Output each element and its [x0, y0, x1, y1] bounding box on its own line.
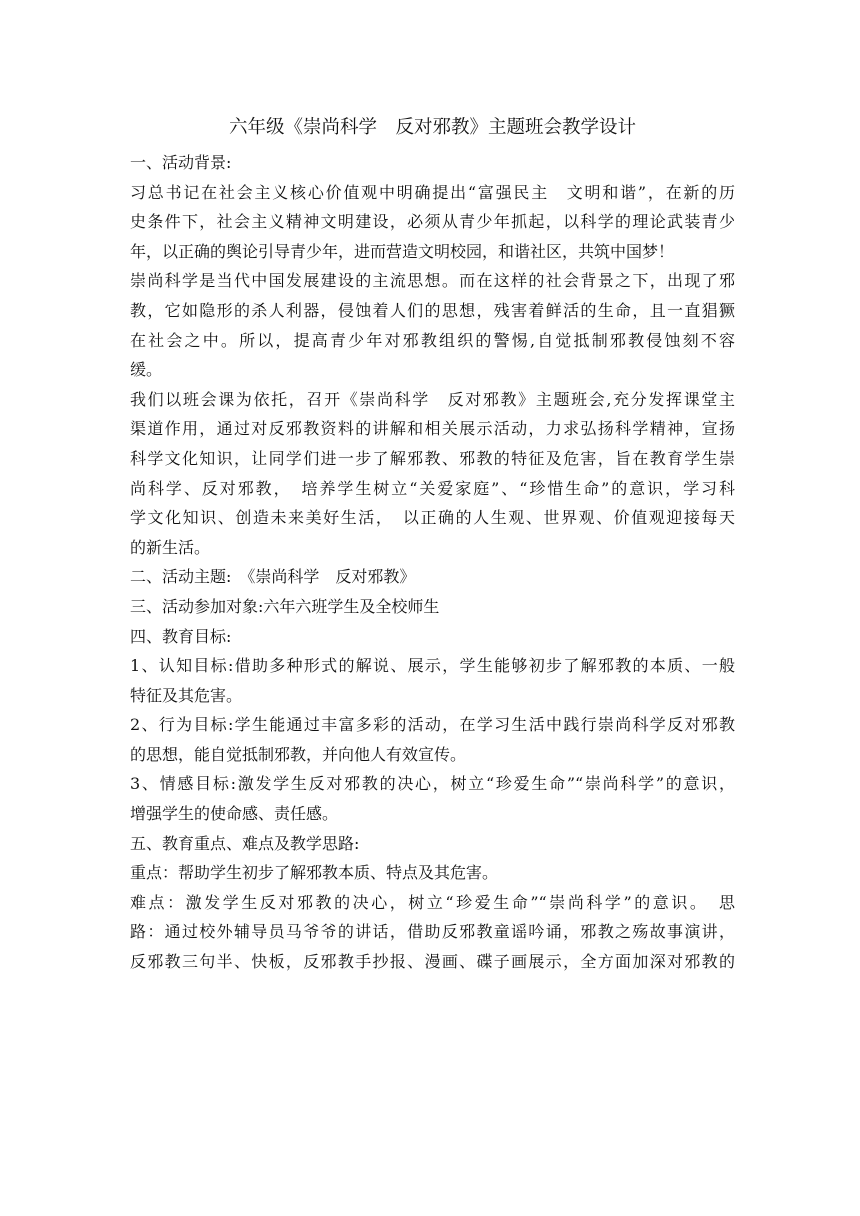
- text-line: 的新生活。: [130, 537, 211, 557]
- text-line: 增强学生的使命感、责任感。: [130, 804, 339, 824]
- text-line: 三、活动参加对象:六年六班学生及全校师生: [130, 596, 440, 616]
- text-line: 二、活动主题: 《崇尚科学 反对邪教》: [130, 567, 416, 587]
- text-line: 重点：帮助学生初步了解邪教本质、特点及其危害。: [130, 863, 499, 883]
- text-line: 反邪教三句半、快板，反邪教手抄报、漫画、碟子画展示，全方面加深对邪教的: [130, 952, 735, 972]
- text-line: 特征及其危害。: [130, 685, 243, 705]
- text-line: 五、教育重点、难点及教学思路:: [130, 833, 360, 853]
- text-line: 1、认知目标:借助多种形式的解说、展示，学生能够初步了解邪教的本质、一般: [130, 656, 735, 676]
- document-body: [130, 148, 735, 977]
- text-line: 渠道作用，通过对反邪教资料的讲解和相关展示活动，力求弘扬科学精神，宣扬: [130, 419, 735, 439]
- text-line: 3、情感目标:激发学生反对邪教的决心，树立“珍爱生命”“崇尚科学”的意识，: [130, 774, 735, 794]
- document-title: 六年级《崇尚科学 反对邪教》主题班会教学设计: [228, 117, 636, 138]
- text-line: 科学文化知识，让同学们进一步了解邪教、邪教的特征及危害，旨在教育学生崇: [130, 448, 735, 468]
- text-line: 路：通过校外辅导员马爷爷的讲话，借助反邪教童谣吟诵，邪教之殇故事演讲，: [130, 922, 735, 942]
- text-line: 教，它如隐形的杀人利器，侵蚀着人们的思想，残害着鲜活的生命，且一直猖獗: [130, 300, 735, 320]
- text-line: 习总书记在社会主义核心价值观中明确提出“富强民主 文明和谐”，在新的历: [130, 182, 735, 202]
- text-line: 尚科学、反对邪教， 培养学生树立“关爱家庭”、“珍惜生命”的意识，学习科: [130, 478, 735, 498]
- text-line: 崇尚科学是当代中国发展建设的主流思想。而在这样的社会背景之下，出现了邪: [130, 271, 735, 291]
- text-line: 的思想，能自觉抵制邪教，并向他人有效宣传。: [130, 744, 467, 764]
- text-line: 缓。: [130, 360, 163, 380]
- text-line: 一、活动背景:: [130, 153, 232, 172]
- text-line: 四、教育目标:: [130, 626, 232, 646]
- text-line: 学文化知识、创造未来美好生活， 以正确的人生观、世界观、价值观迎接每天: [130, 508, 735, 528]
- text-line: 史条件下，社会主义精神文明建设，必须从青少年抓起，以科学的理论武装青少: [130, 212, 735, 232]
- document-page: [130, 113, 735, 977]
- text-line: 难点：激发学生反对邪教的决心，树立“珍爱生命”“崇尚科学”的意识。 思: [130, 892, 735, 912]
- text-line: 我们以班会课为依托，召开《崇尚科学 反对邪教》主题班会,充分发挥课堂主: [130, 389, 735, 409]
- text-line: 在社会之中。所以，提高青少年对邪教组织的警惕,自觉抵制邪教侵蚀刻不容: [130, 330, 735, 350]
- text-line: 2、行为目标:学生能通过丰富多彩的活动，在学习生活中践行崇尚科学反对邪教: [130, 715, 735, 735]
- text-line: 年，以正确的舆论引导青少年，进而营造文明校园，和谐社区，共筑中国梦！: [130, 241, 675, 261]
